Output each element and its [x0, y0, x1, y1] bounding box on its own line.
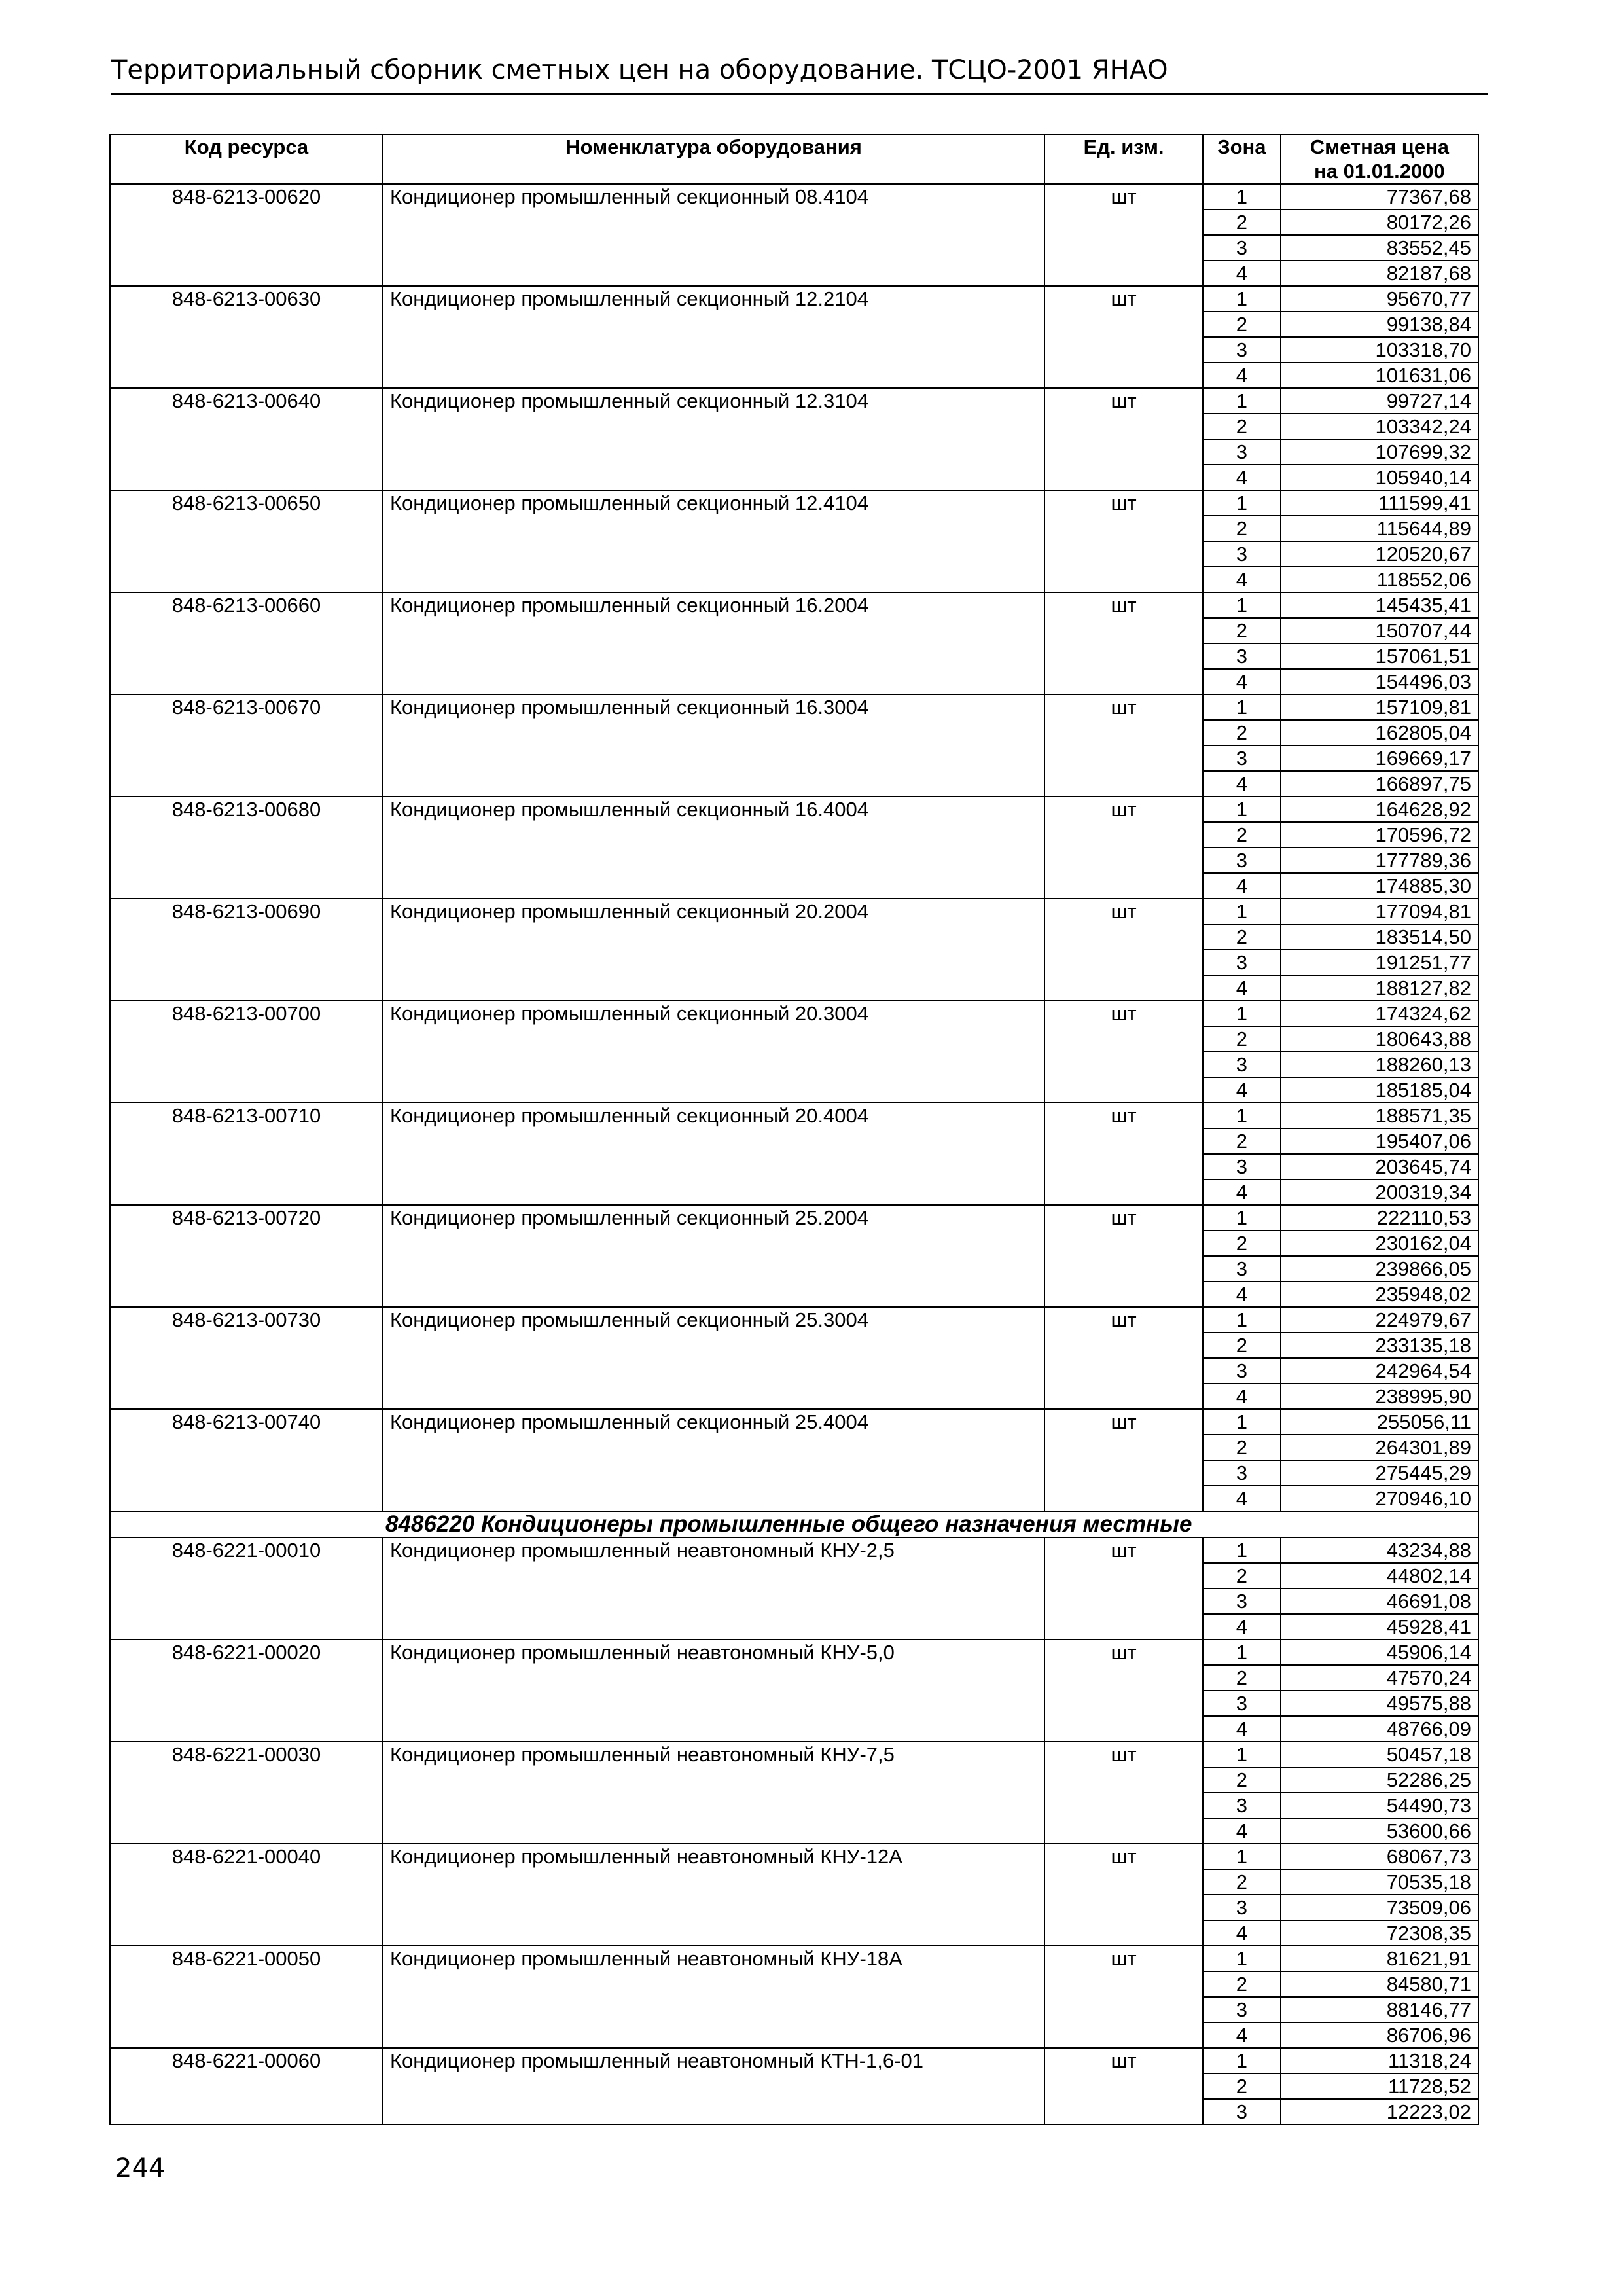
equipment-name: Кондиционер промышленный секционный 16.3004 — [383, 694, 1044, 797]
resource-code: 848-6221-00030 — [110, 1742, 383, 1844]
zone-cell: 3 — [1203, 1793, 1281, 1818]
zone-cell: 2 — [1203, 822, 1281, 848]
zone-cell: 3 — [1203, 1588, 1281, 1614]
table-row — [110, 388, 1478, 414]
table-row — [110, 694, 1478, 720]
zone-cell: 2 — [1203, 924, 1281, 950]
price-cell: 73509,06 — [1281, 1895, 1478, 1920]
price-cell: 118552,06 — [1281, 567, 1478, 592]
price-cell: 84580,71 — [1281, 1971, 1478, 1997]
resource-code: 848-6213-00700 — [110, 1001, 383, 1103]
price-cell: 54490,73 — [1281, 1793, 1478, 1818]
price-cell: 238995,90 — [1281, 1384, 1478, 1409]
equipment-name: Кондиционер промышленный секционный 20.3004 — [383, 1001, 1044, 1103]
price-cell: 12223,02 — [1281, 2099, 1478, 2125]
zone-cell: 2 — [1203, 1333, 1281, 1358]
table-row — [110, 1409, 1478, 1435]
unit-of-measure: шт — [1044, 1409, 1203, 1511]
zone-cell: 1 — [1203, 388, 1281, 414]
price-cell: 77367,68 — [1281, 184, 1478, 209]
unit-of-measure: шт — [1044, 1001, 1203, 1103]
zone-cell: 1 — [1203, 286, 1281, 312]
zone-cell: 4 — [1203, 873, 1281, 899]
price-cell: 49575,88 — [1281, 1691, 1478, 1716]
price-cell: 185185,04 — [1281, 1077, 1478, 1103]
resource-code: 848-6213-00690 — [110, 899, 383, 1001]
unit-of-measure: шт — [1044, 490, 1203, 592]
price-cell: 264301,89 — [1281, 1435, 1478, 1460]
table-row — [110, 797, 1478, 822]
zone-cell: 4 — [1203, 1920, 1281, 1946]
price-cell: 270946,10 — [1281, 1486, 1478, 1511]
price-cell: 101631,06 — [1281, 363, 1478, 388]
zone-cell: 1 — [1203, 490, 1281, 516]
price-cell: 72308,35 — [1281, 1920, 1478, 1946]
equipment-name: Кондиционер промышленный секционный 16.2004 — [383, 592, 1044, 694]
resource-code: 848-6213-00640 — [110, 388, 383, 490]
resource-code: 848-6221-00060 — [110, 2048, 383, 2125]
price-cell: 224979,67 — [1281, 1307, 1478, 1333]
zone-cell: 3 — [1203, 1358, 1281, 1384]
zone-cell: 2 — [1203, 2073, 1281, 2099]
zone-cell: 2 — [1203, 720, 1281, 745]
resource-code: 848-6213-00710 — [110, 1103, 383, 1205]
price-cell: 68067,73 — [1281, 1844, 1478, 1869]
price-cell: 150707,44 — [1281, 618, 1478, 643]
zone-cell: 1 — [1203, 694, 1281, 720]
zone-cell: 2 — [1203, 1869, 1281, 1895]
price-cell: 235948,02 — [1281, 1282, 1478, 1307]
zone-cell: 1 — [1203, 1946, 1281, 1971]
price-cell: 275445,29 — [1281, 1460, 1478, 1486]
table-row — [110, 490, 1478, 516]
price-cell: 222110,53 — [1281, 1205, 1478, 1230]
price-cell: 170596,72 — [1281, 822, 1478, 848]
resource-code: 848-6213-00620 — [110, 184, 383, 286]
table-row — [110, 1742, 1478, 1767]
price-cell: 107699,32 — [1281, 439, 1478, 465]
zone-cell: 3 — [1203, 1256, 1281, 1282]
price-cell: 177094,81 — [1281, 899, 1478, 924]
zone-cell: 4 — [1203, 567, 1281, 592]
price-cell: 11318,24 — [1281, 2048, 1478, 2073]
equipment-name: Кондиционер промышленный секционный 12.3104 — [383, 388, 1044, 490]
zone-cell: 1 — [1203, 1205, 1281, 1230]
zone-cell: 3 — [1203, 643, 1281, 669]
table-row — [110, 1946, 1478, 1971]
unit-of-measure: шт — [1044, 592, 1203, 694]
price-cell: 203645,74 — [1281, 1154, 1478, 1179]
equipment-name: Кондиционер промышленный неавтономный КНУ-2,5 — [383, 1537, 1044, 1640]
equipment-name: Кондиционер промышленный неавтономный КТН-1,6-01 — [383, 2048, 1044, 2125]
unit-of-measure: шт — [1044, 797, 1203, 899]
table-row — [110, 1640, 1478, 1665]
zone-cell: 4 — [1203, 465, 1281, 490]
column-header-zone: Зона — [1203, 134, 1281, 184]
zone-cell: 2 — [1203, 1026, 1281, 1052]
zone-cell: 3 — [1203, 541, 1281, 567]
column-header-price-line1: Сметная цена — [1310, 135, 1450, 158]
price-cell: 188571,35 — [1281, 1103, 1478, 1128]
zone-cell: 2 — [1203, 1128, 1281, 1154]
zone-cell: 3 — [1203, 1052, 1281, 1077]
price-cell: 88146,77 — [1281, 1997, 1478, 2022]
resource-code: 848-6213-00670 — [110, 694, 383, 797]
zone-cell: 2 — [1203, 1665, 1281, 1691]
zone-cell: 3 — [1203, 1460, 1281, 1486]
price-cell: 177789,36 — [1281, 848, 1478, 873]
price-cell: 48766,09 — [1281, 1716, 1478, 1742]
zone-cell: 1 — [1203, 1307, 1281, 1333]
price-cell: 195407,06 — [1281, 1128, 1478, 1154]
price-cell: 145435,41 — [1281, 592, 1478, 618]
column-header-unit: Ед. изм. — [1044, 134, 1203, 184]
zone-cell: 4 — [1203, 260, 1281, 286]
price-cell: 52286,25 — [1281, 1767, 1478, 1793]
zone-cell: 4 — [1203, 1179, 1281, 1205]
table-row — [110, 1103, 1478, 1128]
equipment-name: Кондиционер промышленный секционный 25.4004 — [383, 1409, 1044, 1511]
zone-cell: 1 — [1203, 2048, 1281, 2073]
table-row — [110, 184, 1478, 209]
unit-of-measure: шт — [1044, 2048, 1203, 2125]
price-cell: 111599,41 — [1281, 490, 1478, 516]
price-cell: 188260,13 — [1281, 1052, 1478, 1077]
price-cell: 169669,17 — [1281, 745, 1478, 771]
table-row — [110, 899, 1478, 924]
zone-cell: 1 — [1203, 797, 1281, 822]
zone-cell: 3 — [1203, 1997, 1281, 2022]
resource-code: 848-6213-00730 — [110, 1307, 383, 1409]
zone-cell: 1 — [1203, 1844, 1281, 1869]
price-cell: 43234,88 — [1281, 1537, 1478, 1563]
table-row — [110, 1001, 1478, 1026]
unit-of-measure: шт — [1044, 1307, 1203, 1409]
zone-cell: 1 — [1203, 1640, 1281, 1665]
section-heading-row — [110, 1511, 1478, 1537]
price-cell: 95670,77 — [1281, 286, 1478, 312]
zone-cell: 1 — [1203, 1537, 1281, 1563]
price-cell: 81621,91 — [1281, 1946, 1478, 1971]
price-cell: 157109,81 — [1281, 694, 1478, 720]
zone-cell: 4 — [1203, 1384, 1281, 1409]
column-header-code: Код ресурса — [110, 134, 383, 184]
unit-of-measure: шт — [1044, 1844, 1203, 1946]
zone-cell: 3 — [1203, 950, 1281, 975]
zone-cell: 2 — [1203, 1435, 1281, 1460]
section-heading: 8486220 Кондиционеры промышленные общего назначения местные — [110, 1511, 1478, 1537]
price-cell: 44802,14 — [1281, 1563, 1478, 1588]
price-cell: 174324,62 — [1281, 1001, 1478, 1026]
table-row — [110, 286, 1478, 312]
price-cell: 99138,84 — [1281, 312, 1478, 337]
unit-of-measure: шт — [1044, 1742, 1203, 1844]
zone-cell: 2 — [1203, 1971, 1281, 1997]
price-cell: 180643,88 — [1281, 1026, 1478, 1052]
zone-cell: 4 — [1203, 975, 1281, 1001]
equipment-name: Кондиционер промышленный секционный 20.2004 — [383, 899, 1044, 1001]
zone-cell: 1 — [1203, 1742, 1281, 1767]
table-row — [110, 1205, 1478, 1230]
price-cell: 103342,24 — [1281, 414, 1478, 439]
equipment-name: Кондиционер промышленный секционный 25.3004 — [383, 1307, 1044, 1409]
price-cell: 164628,92 — [1281, 797, 1478, 822]
unit-of-measure: шт — [1044, 694, 1203, 797]
price-cell: 99727,14 — [1281, 388, 1478, 414]
price-cell: 242964,54 — [1281, 1358, 1478, 1384]
unit-of-measure: шт — [1044, 1205, 1203, 1307]
resource-code: 848-6213-00630 — [110, 286, 383, 388]
table-row — [110, 1307, 1478, 1333]
zone-cell: 2 — [1203, 1563, 1281, 1588]
zone-cell: 4 — [1203, 1818, 1281, 1844]
zone-cell: 4 — [1203, 2022, 1281, 2048]
zone-cell: 2 — [1203, 312, 1281, 337]
equipment-name: Кондиционер промышленный неавтономный КНУ-5,0 — [383, 1640, 1044, 1742]
unit-of-measure: шт — [1044, 899, 1203, 1001]
zone-cell: 1 — [1203, 592, 1281, 618]
resource-code: 848-6213-00740 — [110, 1409, 383, 1511]
unit-of-measure: шт — [1044, 1640, 1203, 1742]
unit-of-measure: шт — [1044, 184, 1203, 286]
table-row — [110, 2048, 1478, 2073]
zone-cell: 4 — [1203, 1282, 1281, 1307]
document-title: Территориальный сборник сметных цен на оборудование. ТСЦО-2001 ЯНАО — [111, 55, 1168, 85]
price-cell: 105940,14 — [1281, 465, 1478, 490]
resource-code: 848-6213-00650 — [110, 490, 383, 592]
table-row — [110, 1844, 1478, 1869]
zone-cell: 2 — [1203, 516, 1281, 541]
price-table — [109, 134, 1479, 2125]
column-header-name: Номенклатура оборудования — [383, 134, 1044, 184]
equipment-name: Кондиционер промышленный неавтономный КНУ-7,5 — [383, 1742, 1044, 1844]
zone-cell: 2 — [1203, 618, 1281, 643]
price-cell: 45928,41 — [1281, 1614, 1478, 1640]
zone-cell: 3 — [1203, 1895, 1281, 1920]
price-cell: 82187,68 — [1281, 260, 1478, 286]
price-cell: 50457,18 — [1281, 1742, 1478, 1767]
zone-cell: 4 — [1203, 363, 1281, 388]
zone-cell: 1 — [1203, 1103, 1281, 1128]
zone-cell: 4 — [1203, 1614, 1281, 1640]
column-header-price-line2: на 01.01.2000 — [1314, 160, 1445, 183]
price-cell: 157061,51 — [1281, 643, 1478, 669]
price-cell: 191251,77 — [1281, 950, 1478, 975]
price-cell: 239866,05 — [1281, 1256, 1478, 1282]
zone-cell: 4 — [1203, 1077, 1281, 1103]
unit-of-measure: шт — [1044, 1537, 1203, 1640]
unit-of-measure: шт — [1044, 1103, 1203, 1205]
price-cell: 162805,04 — [1281, 720, 1478, 745]
zone-cell: 4 — [1203, 669, 1281, 694]
table-row — [110, 592, 1478, 618]
resource-code: 848-6221-00010 — [110, 1537, 383, 1640]
page-header — [111, 50, 1488, 95]
equipment-name: Кондиционер промышленный неавтономный КНУ-12А — [383, 1844, 1044, 1946]
zone-cell: 3 — [1203, 235, 1281, 260]
equipment-name: Кондиционер промышленный секционный 20.4004 — [383, 1103, 1044, 1205]
zone-cell: 2 — [1203, 1767, 1281, 1793]
equipment-name: Кондиционер промышленный неавтономный КНУ-18А — [383, 1946, 1044, 2048]
column-header-price — [1281, 134, 1478, 184]
equipment-name: Кондиционер промышленный секционный 08.4104 — [383, 184, 1044, 286]
zone-cell: 1 — [1203, 1001, 1281, 1026]
unit-of-measure: шт — [1044, 286, 1203, 388]
zone-cell: 1 — [1203, 184, 1281, 209]
zone-cell: 3 — [1203, 1691, 1281, 1716]
equipment-name: Кондиционер промышленный секционный 12.4104 — [383, 490, 1044, 592]
unit-of-measure: шт — [1044, 1946, 1203, 2048]
resource-code: 848-6213-00680 — [110, 797, 383, 899]
price-cell: 83552,45 — [1281, 235, 1478, 260]
zone-cell: 4 — [1203, 1486, 1281, 1511]
zone-cell: 3 — [1203, 2099, 1281, 2125]
price-cell: 166897,75 — [1281, 771, 1478, 797]
zone-cell: 1 — [1203, 1409, 1281, 1435]
resource-code: 848-6221-00050 — [110, 1946, 383, 2048]
price-cell: 70535,18 — [1281, 1869, 1478, 1895]
price-cell: 154496,03 — [1281, 669, 1478, 694]
price-cell: 188127,82 — [1281, 975, 1478, 1001]
resource-code: 848-6221-00040 — [110, 1844, 383, 1946]
price-cell: 53600,66 — [1281, 1818, 1478, 1844]
table-row — [110, 1537, 1478, 1563]
price-cell: 200319,34 — [1281, 1179, 1478, 1205]
price-cell: 45906,14 — [1281, 1640, 1478, 1665]
zone-cell: 2 — [1203, 1230, 1281, 1256]
zone-cell: 3 — [1203, 439, 1281, 465]
zone-cell: 3 — [1203, 1154, 1281, 1179]
equipment-name: Кондиционер промышленный секционный 25.2004 — [383, 1205, 1044, 1307]
table-header — [110, 134, 1478, 184]
price-cell: 233135,18 — [1281, 1333, 1478, 1358]
price-cell: 46691,08 — [1281, 1588, 1478, 1614]
price-cell: 174885,30 — [1281, 873, 1478, 899]
price-cell: 255056,11 — [1281, 1409, 1478, 1435]
zone-cell: 4 — [1203, 1716, 1281, 1742]
zone-cell: 2 — [1203, 414, 1281, 439]
zone-cell: 3 — [1203, 848, 1281, 873]
price-cell: 230162,04 — [1281, 1230, 1478, 1256]
zone-cell: 2 — [1203, 209, 1281, 235]
equipment-name: Кондиционер промышленный секционный 16.4004 — [383, 797, 1044, 899]
zone-cell: 4 — [1203, 771, 1281, 797]
resource-code: 848-6213-00720 — [110, 1205, 383, 1307]
unit-of-measure: шт — [1044, 388, 1203, 490]
price-cell: 47570,24 — [1281, 1665, 1478, 1691]
price-cell: 80172,26 — [1281, 209, 1478, 235]
page-number: 244 — [115, 2153, 166, 2183]
price-cell: 183514,50 — [1281, 924, 1478, 950]
price-cell: 115644,89 — [1281, 516, 1478, 541]
zone-cell: 3 — [1203, 337, 1281, 363]
price-cell: 120520,67 — [1281, 541, 1478, 567]
price-cell: 86706,96 — [1281, 2022, 1478, 2048]
equipment-name: Кондиционер промышленный секционный 12.2104 — [383, 286, 1044, 388]
zone-cell: 3 — [1203, 745, 1281, 771]
resource-code: 848-6221-00020 — [110, 1640, 383, 1742]
resource-code: 848-6213-00660 — [110, 592, 383, 694]
table-body — [110, 184, 1478, 2125]
price-cell: 103318,70 — [1281, 337, 1478, 363]
zone-cell: 1 — [1203, 899, 1281, 924]
price-cell: 11728,52 — [1281, 2073, 1478, 2099]
